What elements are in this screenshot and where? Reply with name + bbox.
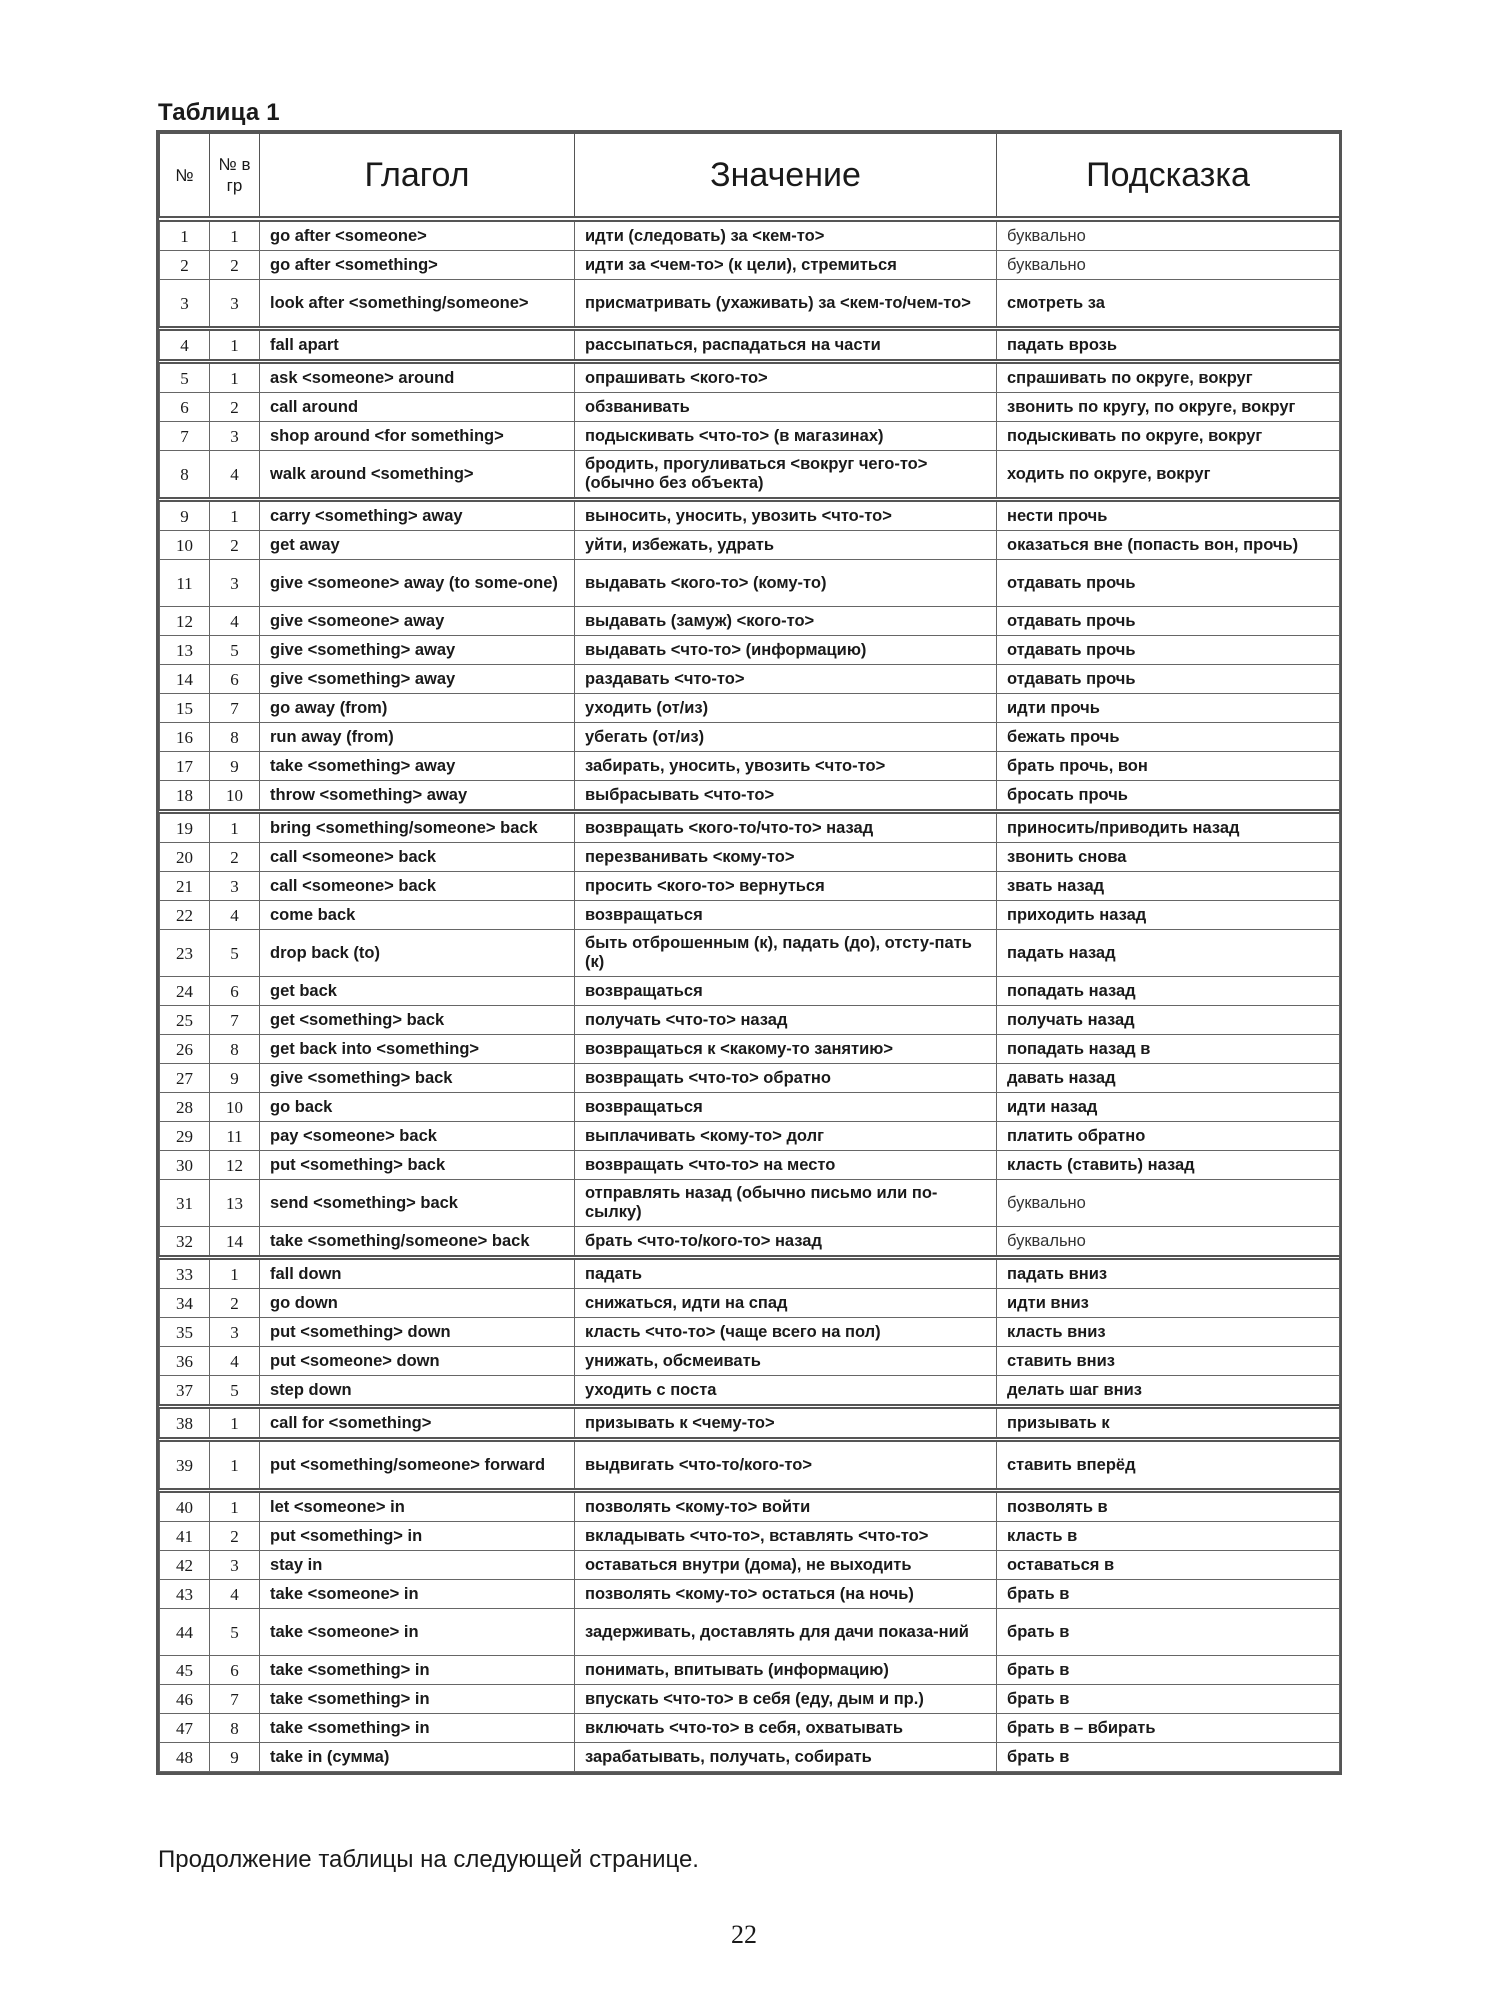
header-num-group: № в гр [210, 134, 260, 220]
row-group-number-cell: 2 [210, 1289, 260, 1318]
row-number-cell: 28 [160, 1093, 210, 1122]
row-number-cell: 7 [160, 422, 210, 451]
row-verb-cell: give <someone> away (to some-one) [260, 560, 575, 607]
row-verb-cell: take <something> in [260, 1685, 575, 1714]
row-verb-cell: walk around <something> [260, 451, 575, 500]
row-hint-cell: призывать к [997, 1407, 1340, 1440]
row-meaning-cell: понимать, впитывать (информацию) [575, 1656, 997, 1685]
row-meaning-cell: получать <что-то> назад [575, 1006, 997, 1035]
table-row [160, 1522, 1340, 1551]
row-verb-cell: come back [260, 901, 575, 930]
row-number-cell: 22 [160, 901, 210, 930]
row-hint-cell: оказаться вне (попасть вон, прочь) [997, 531, 1340, 560]
table-caption: Таблица 1 [158, 99, 280, 126]
row-verb-cell: call around [260, 393, 575, 422]
header-verb: Глагол [260, 134, 575, 220]
row-hint-cell: класть вниз [997, 1318, 1340, 1347]
table-row [160, 1609, 1340, 1656]
row-meaning-cell: возвращаться [575, 977, 997, 1006]
row-verb-cell: go back [260, 1093, 575, 1122]
row-meaning-cell: отправлять назад (обычно письмо или по-сылку) [575, 1180, 997, 1227]
row-meaning-cell: возвращаться [575, 1093, 997, 1122]
row-meaning-cell: вкладывать <что-то>, вставлять <что-то> [575, 1522, 997, 1551]
table-row [160, 1551, 1340, 1580]
row-verb-cell: take <something> in [260, 1714, 575, 1743]
row-number-cell: 19 [160, 812, 210, 843]
row-meaning-cell: раздавать <что-то> [575, 665, 997, 694]
row-meaning-cell: позволять <кому-то> остаться (на ночь) [575, 1580, 997, 1609]
row-number-cell: 20 [160, 843, 210, 872]
table-row [160, 723, 1340, 752]
row-meaning-cell: убегать (от/из) [575, 723, 997, 752]
row-number-cell: 2 [160, 251, 210, 280]
row-meaning-cell: выплачивать <кому-то> долг [575, 1122, 997, 1151]
row-number-cell: 34 [160, 1289, 210, 1318]
table-row [160, 872, 1340, 901]
phrasal-verbs-table [156, 130, 1342, 1775]
header-num: № [160, 134, 210, 220]
row-hint-cell: брать в [997, 1743, 1340, 1772]
row-verb-cell: pay <someone> back [260, 1122, 575, 1151]
row-meaning-cell: падать [575, 1258, 997, 1289]
row-number-cell: 31 [160, 1180, 210, 1227]
row-meaning-cell: забирать, уносить, увозить <что-то> [575, 752, 997, 781]
row-number-cell: 36 [160, 1347, 210, 1376]
row-hint-cell: бросать прочь [997, 781, 1340, 812]
row-group-number-cell: 8 [210, 1035, 260, 1064]
row-group-number-cell: 8 [210, 723, 260, 752]
row-hint-cell: отдавать прочь [997, 607, 1340, 636]
row-verb-cell: send <something> back [260, 1180, 575, 1227]
row-meaning-cell: снижаться, идти на спад [575, 1289, 997, 1318]
row-verb-cell: put <something/someone> forward [260, 1440, 575, 1491]
row-hint-cell: звать назад [997, 872, 1340, 901]
row-meaning-cell: призывать к <чему-то> [575, 1407, 997, 1440]
table-row [160, 1407, 1340, 1440]
row-group-number-cell: 1 [210, 1440, 260, 1491]
row-meaning-cell: выдвигать <что-то/кого-то> [575, 1440, 997, 1491]
row-verb-cell: let <someone> in [260, 1491, 575, 1522]
row-number-cell: 47 [160, 1714, 210, 1743]
row-number-cell: 9 [160, 500, 210, 531]
row-verb-cell: fall apart [260, 329, 575, 362]
table-row [160, 1122, 1340, 1151]
row-hint-cell: спрашивать по округе, вокруг [997, 362, 1340, 393]
table-row [160, 1491, 1340, 1522]
row-verb-cell: get away [260, 531, 575, 560]
row-number-cell: 15 [160, 694, 210, 723]
row-verb-cell: put <something> in [260, 1522, 575, 1551]
table-row [160, 280, 1340, 329]
row-verb-cell: run away (from) [260, 723, 575, 752]
row-number-cell: 25 [160, 1006, 210, 1035]
row-group-number-cell: 11 [210, 1122, 260, 1151]
row-hint-cell: бежать прочь [997, 723, 1340, 752]
row-group-number-cell: 7 [210, 1006, 260, 1035]
table-row [160, 219, 1340, 251]
row-number-cell: 38 [160, 1407, 210, 1440]
row-hint-cell: делать шаг вниз [997, 1376, 1340, 1407]
row-hint-cell: подыскивать по округе, вокруг [997, 422, 1340, 451]
row-meaning-cell: присматривать (ухаживать) за <кем-то/чем-то> [575, 280, 997, 329]
row-meaning-cell: включать <что-то> в себя, охватывать [575, 1714, 997, 1743]
header-hint: Подсказка [997, 134, 1340, 220]
row-group-number-cell: 5 [210, 1609, 260, 1656]
row-number-cell: 16 [160, 723, 210, 752]
row-hint-cell: брать прочь, вон [997, 752, 1340, 781]
row-number-cell: 10 [160, 531, 210, 560]
table-row [160, 1151, 1340, 1180]
row-verb-cell: take <someone> in [260, 1580, 575, 1609]
row-hint-cell: отдавать прочь [997, 560, 1340, 607]
row-hint-cell: ставить вниз [997, 1347, 1340, 1376]
row-number-cell: 46 [160, 1685, 210, 1714]
row-verb-cell: call <someone> back [260, 843, 575, 872]
row-hint-cell: смотреть за [997, 280, 1340, 329]
row-number-cell: 14 [160, 665, 210, 694]
row-group-number-cell: 5 [210, 930, 260, 977]
row-meaning-cell: перезванивать <кому-то> [575, 843, 997, 872]
row-group-number-cell: 14 [210, 1227, 260, 1258]
row-group-number-cell: 2 [210, 393, 260, 422]
row-verb-cell: shop around <for something> [260, 422, 575, 451]
row-verb-cell: throw <something> away [260, 781, 575, 812]
row-meaning-cell: выносить, уносить, увозить <что-то> [575, 500, 997, 531]
row-verb-cell: take <something/someone> back [260, 1227, 575, 1258]
row-verb-cell: put <something> back [260, 1151, 575, 1180]
row-verb-cell: ask <someone> around [260, 362, 575, 393]
row-hint-cell: отдавать прочь [997, 665, 1340, 694]
row-verb-cell: put <someone> down [260, 1347, 575, 1376]
row-group-number-cell: 7 [210, 694, 260, 723]
row-group-number-cell: 2 [210, 531, 260, 560]
table-row [160, 362, 1340, 393]
row-group-number-cell: 3 [210, 1318, 260, 1347]
row-hint-cell: приносить/приводить назад [997, 812, 1340, 843]
table-row [160, 843, 1340, 872]
row-meaning-cell: возвращаться [575, 901, 997, 930]
row-group-number-cell: 6 [210, 665, 260, 694]
row-number-cell: 24 [160, 977, 210, 1006]
row-verb-cell: go after <someone> [260, 219, 575, 251]
row-number-cell: 40 [160, 1491, 210, 1522]
row-number-cell: 6 [160, 393, 210, 422]
table-row [160, 812, 1340, 843]
table-row [160, 1035, 1340, 1064]
row-number-cell: 43 [160, 1580, 210, 1609]
row-hint-cell: идти вниз [997, 1289, 1340, 1318]
row-number-cell: 11 [160, 560, 210, 607]
row-hint-cell: звонить снова [997, 843, 1340, 872]
table-row [160, 422, 1340, 451]
row-meaning-cell: быть отброшенным (к), падать (до), отсту-пать (к) [575, 930, 997, 977]
table-row [160, 329, 1340, 362]
row-hint-cell: платить обратно [997, 1122, 1340, 1151]
table-row [160, 977, 1340, 1006]
row-hint-cell: буквально [997, 1180, 1340, 1227]
row-number-cell: 5 [160, 362, 210, 393]
row-number-cell: 33 [160, 1258, 210, 1289]
row-group-number-cell: 1 [210, 219, 260, 251]
row-group-number-cell: 4 [210, 607, 260, 636]
row-verb-cell: take in (сумма) [260, 1743, 575, 1772]
row-meaning-cell: позволять <кому-то> войти [575, 1491, 997, 1522]
row-group-number-cell: 9 [210, 1743, 260, 1772]
row-group-number-cell: 3 [210, 1551, 260, 1580]
row-hint-cell: отдавать прочь [997, 636, 1340, 665]
row-number-cell: 48 [160, 1743, 210, 1772]
row-hint-cell: буквально [997, 219, 1340, 251]
table-row [160, 1064, 1340, 1093]
table-body [160, 219, 1340, 1772]
row-group-number-cell: 5 [210, 1376, 260, 1407]
table-row [160, 636, 1340, 665]
table-row [160, 500, 1340, 531]
row-verb-cell: take <something> in [260, 1656, 575, 1685]
table-row [160, 607, 1340, 636]
row-number-cell: 44 [160, 1609, 210, 1656]
row-group-number-cell: 1 [210, 329, 260, 362]
row-number-cell: 45 [160, 1656, 210, 1685]
row-verb-cell: give <someone> away [260, 607, 575, 636]
table-header-row [160, 134, 1340, 220]
row-group-number-cell: 4 [210, 1347, 260, 1376]
row-verb-cell: put <something> down [260, 1318, 575, 1347]
row-group-number-cell: 1 [210, 1258, 260, 1289]
table-row [160, 781, 1340, 812]
table-row [160, 1006, 1340, 1035]
row-group-number-cell: 4 [210, 1580, 260, 1609]
row-verb-cell: give <something> back [260, 1064, 575, 1093]
row-group-number-cell: 10 [210, 781, 260, 812]
row-meaning-cell: возвращаться к <какому-то занятию> [575, 1035, 997, 1064]
row-meaning-cell: обзванивать [575, 393, 997, 422]
row-verb-cell: go down [260, 1289, 575, 1318]
row-meaning-cell: уходить (от/из) [575, 694, 997, 723]
row-number-cell: 21 [160, 872, 210, 901]
row-group-number-cell: 3 [210, 560, 260, 607]
row-hint-cell: брать в [997, 1580, 1340, 1609]
row-verb-cell: fall down [260, 1258, 575, 1289]
row-group-number-cell: 1 [210, 1491, 260, 1522]
row-verb-cell: go after <something> [260, 251, 575, 280]
row-verb-cell: drop back (to) [260, 930, 575, 977]
row-group-number-cell: 5 [210, 636, 260, 665]
row-meaning-cell: бродить, прогуливаться <вокруг чего-то> (обычно без объекта) [575, 451, 997, 500]
row-hint-cell: падать назад [997, 930, 1340, 977]
row-number-cell: 18 [160, 781, 210, 812]
table-row [160, 1714, 1340, 1743]
row-meaning-cell: класть <что-то> (чаще всего на пол) [575, 1318, 997, 1347]
row-group-number-cell: 13 [210, 1180, 260, 1227]
row-verb-cell: carry <something> away [260, 500, 575, 531]
table-row [160, 1743, 1340, 1772]
row-group-number-cell: 2 [210, 251, 260, 280]
table-row [160, 531, 1340, 560]
row-meaning-cell: выдавать (замуж) <кого-то> [575, 607, 997, 636]
row-hint-cell: звонить по кругу, по округе, вокруг [997, 393, 1340, 422]
row-group-number-cell: 1 [210, 362, 260, 393]
row-hint-cell: оставаться в [997, 1551, 1340, 1580]
row-hint-cell: ходить по округе, вокруг [997, 451, 1340, 500]
row-number-cell: 23 [160, 930, 210, 977]
table-row [160, 1376, 1340, 1407]
row-hint-cell: класть (ставить) назад [997, 1151, 1340, 1180]
row-meaning-cell: брать <что-то/кого-то> назад [575, 1227, 997, 1258]
row-number-cell: 27 [160, 1064, 210, 1093]
table-row [160, 1656, 1340, 1685]
row-meaning-cell: рассыпаться, распадаться на части [575, 329, 997, 362]
row-hint-cell: идти прочь [997, 694, 1340, 723]
row-group-number-cell: 3 [210, 872, 260, 901]
row-number-cell: 4 [160, 329, 210, 362]
row-group-number-cell: 10 [210, 1093, 260, 1122]
table-row [160, 1258, 1340, 1289]
row-group-number-cell: 1 [210, 1407, 260, 1440]
row-verb-cell: look after <something/someone> [260, 280, 575, 329]
table-row [160, 930, 1340, 977]
row-hint-cell: приходить назад [997, 901, 1340, 930]
row-number-cell: 32 [160, 1227, 210, 1258]
row-verb-cell: get back into <something> [260, 1035, 575, 1064]
row-meaning-cell: оставаться внутри (дома), не выходить [575, 1551, 997, 1580]
row-meaning-cell: унижать, обсмеивать [575, 1347, 997, 1376]
row-number-cell: 41 [160, 1522, 210, 1551]
row-verb-cell: step down [260, 1376, 575, 1407]
row-number-cell: 13 [160, 636, 210, 665]
row-meaning-cell: уйти, избежать, удрать [575, 531, 997, 560]
row-hint-cell: брать в [997, 1609, 1340, 1656]
row-group-number-cell: 7 [210, 1685, 260, 1714]
row-meaning-cell: выдавать <кого-то> (кому-то) [575, 560, 997, 607]
row-number-cell: 39 [160, 1440, 210, 1491]
row-group-number-cell: 2 [210, 1522, 260, 1551]
row-hint-cell: буквально [997, 1227, 1340, 1258]
table-row [160, 1580, 1340, 1609]
header-meaning: Значение [575, 134, 997, 220]
row-number-cell: 37 [160, 1376, 210, 1407]
row-meaning-cell: подыскивать <что-то> (в магазинах) [575, 422, 997, 451]
row-meaning-cell: возвращать <что-то> на место [575, 1151, 997, 1180]
row-hint-cell: брать в [997, 1685, 1340, 1714]
row-hint-cell: класть в [997, 1522, 1340, 1551]
row-number-cell: 30 [160, 1151, 210, 1180]
row-meaning-cell: просить <кого-то> вернуться [575, 872, 997, 901]
row-group-number-cell: 4 [210, 451, 260, 500]
table-row [160, 251, 1340, 280]
table-row [160, 560, 1340, 607]
table-row [160, 694, 1340, 723]
row-verb-cell: bring <something/someone> back [260, 812, 575, 843]
table-row [160, 1093, 1340, 1122]
row-number-cell: 17 [160, 752, 210, 781]
row-group-number-cell: 9 [210, 1064, 260, 1093]
row-hint-cell: получать назад [997, 1006, 1340, 1035]
row-verb-cell: call <someone> back [260, 872, 575, 901]
continuation-note: Продолжение таблицы на следующей странице. [158, 1846, 699, 1873]
row-verb-cell: call for <something> [260, 1407, 575, 1440]
row-verb-cell: take <someone> in [260, 1609, 575, 1656]
row-group-number-cell: 3 [210, 422, 260, 451]
row-verb-cell: get <something> back [260, 1006, 575, 1035]
row-meaning-cell: выдавать <что-то> (информацию) [575, 636, 997, 665]
table-row [160, 1318, 1340, 1347]
row-hint-cell: брать в – вбирать [997, 1714, 1340, 1743]
row-group-number-cell: 1 [210, 812, 260, 843]
row-group-number-cell: 9 [210, 752, 260, 781]
table-row [160, 1227, 1340, 1258]
row-hint-cell: падать врозь [997, 329, 1340, 362]
table-row [160, 1180, 1340, 1227]
row-hint-cell: позволять в [997, 1491, 1340, 1522]
row-number-cell: 1 [160, 219, 210, 251]
table-row [160, 665, 1340, 694]
row-hint-cell: ставить вперёд [997, 1440, 1340, 1491]
row-group-number-cell: 8 [210, 1714, 260, 1743]
row-number-cell: 29 [160, 1122, 210, 1151]
row-number-cell: 12 [160, 607, 210, 636]
row-verb-cell: go away (from) [260, 694, 575, 723]
row-hint-cell: брать в [997, 1656, 1340, 1685]
row-meaning-cell: задерживать, доставлять для дачи показа-ний [575, 1609, 997, 1656]
table-row [160, 1347, 1340, 1376]
page-number: 22 [731, 1920, 757, 1949]
table-row [160, 901, 1340, 930]
row-hint-cell: попадать назад в [997, 1035, 1340, 1064]
row-verb-cell: get back [260, 977, 575, 1006]
row-meaning-cell: впускать <что-то> в себя (еду, дым и пр.) [575, 1685, 997, 1714]
row-verb-cell: give <something> away [260, 636, 575, 665]
row-group-number-cell: 2 [210, 843, 260, 872]
row-verb-cell: stay in [260, 1551, 575, 1580]
table-row [160, 1685, 1340, 1714]
row-hint-cell: падать вниз [997, 1258, 1340, 1289]
row-verb-cell: take <something> away [260, 752, 575, 781]
row-number-cell: 3 [160, 280, 210, 329]
table-row [160, 451, 1340, 500]
row-meaning-cell: уходить с поста [575, 1376, 997, 1407]
row-meaning-cell: зарабатывать, получать, собирать [575, 1743, 997, 1772]
row-group-number-cell: 4 [210, 901, 260, 930]
row-hint-cell: буквально [997, 251, 1340, 280]
row-number-cell: 8 [160, 451, 210, 500]
row-verb-cell: give <something> away [260, 665, 575, 694]
table-row [160, 393, 1340, 422]
row-meaning-cell: идти за <чем-то> (к цели), стремиться [575, 251, 997, 280]
table-row [160, 752, 1340, 781]
row-meaning-cell: идти (следовать) за <кем-то> [575, 219, 997, 251]
row-group-number-cell: 1 [210, 500, 260, 531]
row-meaning-cell: возвращать <кого-то/что-то> назад [575, 812, 997, 843]
row-number-cell: 26 [160, 1035, 210, 1064]
row-hint-cell: нести прочь [997, 500, 1340, 531]
row-group-number-cell: 3 [210, 280, 260, 329]
row-hint-cell: идти назад [997, 1093, 1340, 1122]
row-group-number-cell: 6 [210, 1656, 260, 1685]
row-number-cell: 42 [160, 1551, 210, 1580]
row-meaning-cell: выбрасывать <что-то> [575, 781, 997, 812]
row-number-cell: 35 [160, 1318, 210, 1347]
row-group-number-cell: 6 [210, 977, 260, 1006]
row-hint-cell: попадать назад [997, 977, 1340, 1006]
table-row [160, 1289, 1340, 1318]
row-hint-cell: давать назад [997, 1064, 1340, 1093]
table-row [160, 1440, 1340, 1491]
row-meaning-cell: опрашивать <кого-то> [575, 362, 997, 393]
row-group-number-cell: 12 [210, 1151, 260, 1180]
row-meaning-cell: возвращать <что-то> обратно [575, 1064, 997, 1093]
